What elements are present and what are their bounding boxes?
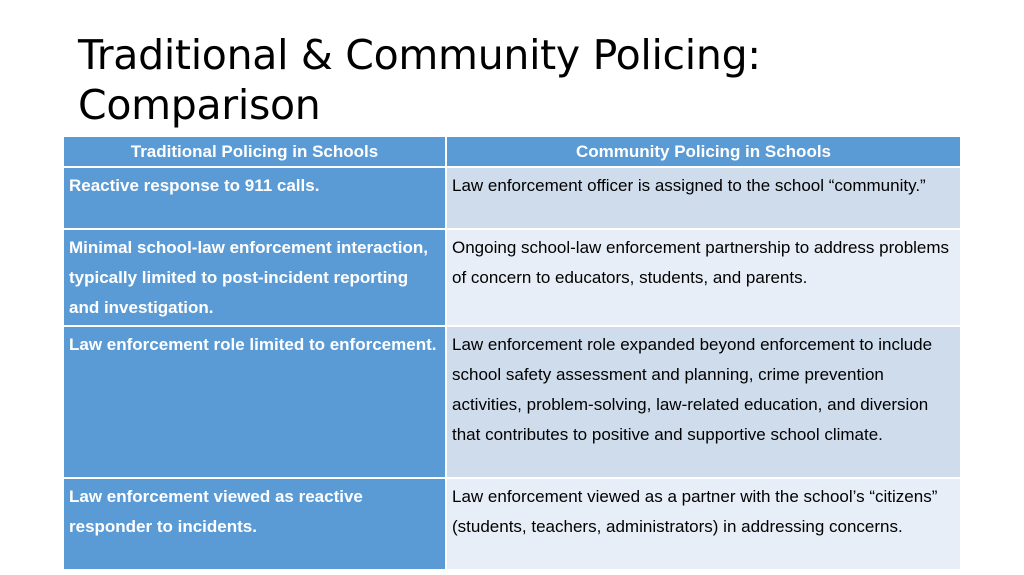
- traditional-cell: Reactive response to 911 calls.: [64, 167, 446, 229]
- header-community-policing: Community Policing in Schools: [446, 137, 960, 167]
- table-row: [64, 326, 960, 478]
- traditional-cell: Law enforcement role limited to enforcement.: [64, 326, 446, 478]
- header-traditional-policing: Traditional Policing in Schools: [64, 137, 446, 167]
- community-cell: Law enforcement viewed as a partner with the school’s “citizens” (students, teachers, administrators) in addressing concerns.: [446, 478, 960, 570]
- slide-title: Traditional & Community Policing: Comparison: [78, 31, 761, 129]
- table-header-row: [64, 137, 960, 167]
- table-row: [64, 478, 960, 570]
- community-cell: Law enforcement officer is assigned to the school “community.”: [446, 167, 960, 229]
- community-cell: Ongoing school-law enforcement partnership to address problems of concern to educators, students, and parents.: [446, 229, 960, 326]
- traditional-cell: Minimal school-law enforcement interaction, typically limited to post-incident reporting and investigation.: [64, 229, 446, 326]
- table-row: [64, 229, 960, 326]
- community-cell: Law enforcement role expanded beyond enforcement to include school safety assessment and planning, crime prevention activities, problem-solving, law-related education, and diversion that contributes to positive and supportive school climate.: [446, 326, 960, 478]
- comparison-table: [64, 137, 960, 571]
- traditional-cell: Law enforcement viewed as reactive responder to incidents.: [64, 478, 446, 570]
- table-row: [64, 167, 960, 229]
